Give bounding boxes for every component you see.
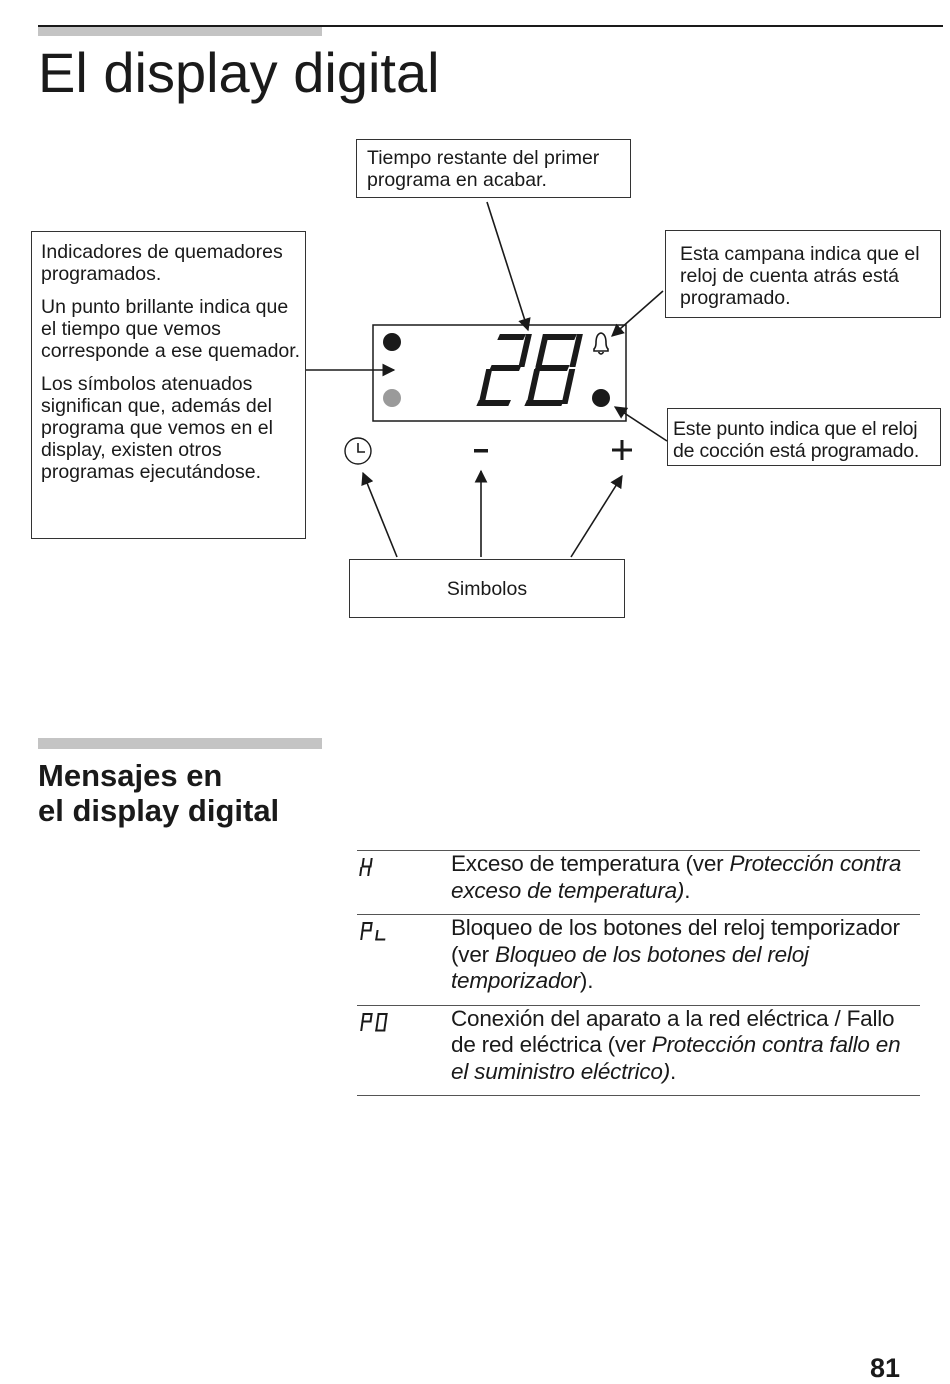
message-text: Exceso de temperatura (ver Protección contra exceso de temperatura). [451, 851, 902, 903]
clock-icon [345, 438, 371, 464]
section-title [38, 758, 279, 828]
section-title-line2: el display digital [38, 793, 280, 828]
page-title: El display digital [38, 41, 440, 104]
callout-burner-p3: Los símbolos atenuados significan que, además del programa que vemos en el display, existen otros programas ejecutándose. [41, 373, 273, 483]
table-row [357, 1005, 920, 1097]
message-text: Bloqueo de los botones del reloj temporizador (ver Bloqueo de los botones del reloj temporizador). [451, 915, 900, 993]
minus-symbol [474, 449, 488, 453]
message-code-cell [357, 915, 451, 995]
table-row [357, 914, 920, 1005]
table-row [357, 850, 920, 914]
burner-dot-bright [383, 333, 401, 351]
arrow-plus [571, 476, 622, 557]
callout-burner-p1: Indicadores de quemadores programados. [41, 241, 283, 285]
callout-remaining-time-text: Tiempo restante del primer programa en acabar. [367, 147, 600, 191]
callout-bell-text: Esta campana indica que el reloj de cuenta atrás está programado. [680, 243, 920, 309]
message-code-cell [357, 1006, 451, 1086]
section-marker-bar-2 [38, 738, 322, 749]
code-pl-glyph [357, 920, 391, 942]
arrow-top [487, 202, 528, 330]
arrow-clock [363, 473, 397, 557]
callout-symbols [349, 559, 625, 618]
code-h-glyph [357, 856, 377, 878]
plus-symbol [612, 440, 632, 460]
burner-dot-dim [383, 389, 401, 407]
message-text: Conexión del aparato a la red eléctrica / Fallo de red eléctrica (ver Protección contra fallo en el suministro eléctrico). [451, 1005, 901, 1084]
callout-cooking-dot [667, 408, 941, 466]
arrow-bell [612, 291, 663, 336]
callout-burner-p2: Un punto brillante indica que el tiempo que vemos corresponde a ese quemador. [41, 296, 301, 362]
code-p0-glyph [357, 1011, 391, 1033]
messages-table [357, 850, 920, 1096]
message-code-cell [357, 851, 451, 904]
callout-bell [665, 230, 941, 318]
callout-symbols-text: Simbolos [446, 578, 528, 600]
callout-cooking-dot-text: Este punto indica que el reloj de cocción está programado. [673, 418, 920, 462]
arrow-dot [615, 407, 667, 441]
section-title-line1: Mensajes en [38, 758, 223, 793]
cooking-timer-dot [592, 389, 610, 407]
callout-remaining-time [356, 139, 631, 198]
page-number: 81 [869, 1353, 900, 1383]
callout-burner-indicators [31, 231, 306, 539]
